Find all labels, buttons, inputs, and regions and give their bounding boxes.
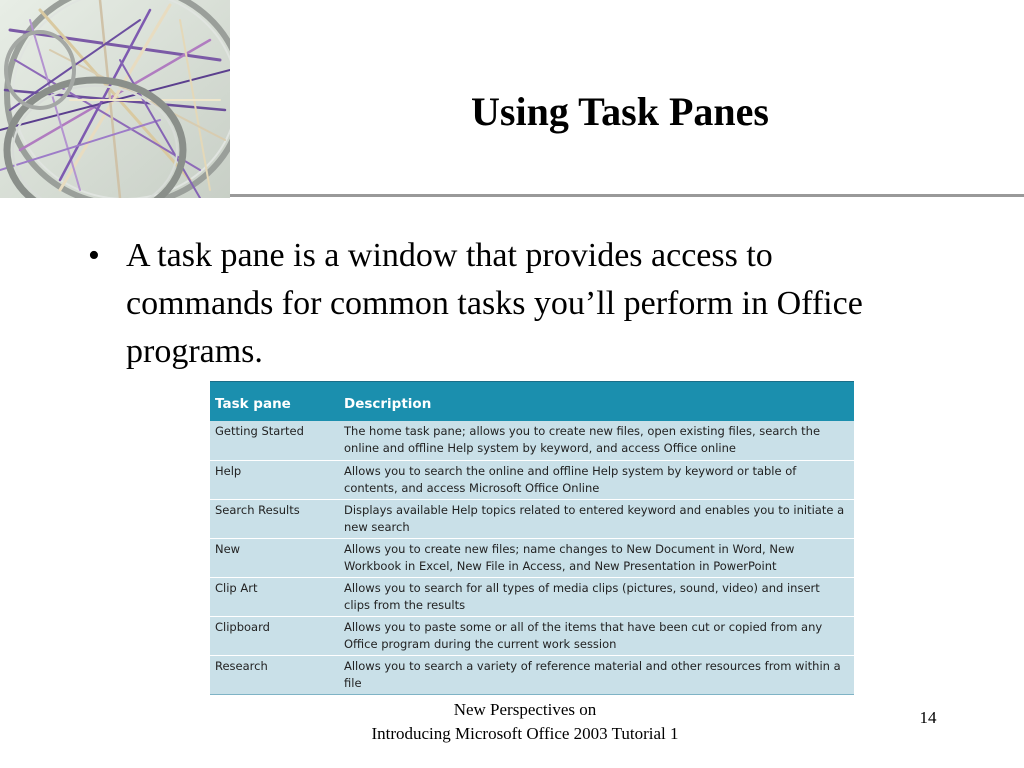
slide-title: Using Task Panes [471,89,769,134]
footer-line-series: New Perspectives on [453,700,597,719]
task-pane-description: Displays available Help topics related to entered keyword and enables you to initiate a new search [339,499,854,538]
footer-line-course: Introducing Microsoft Office 2003 Tutorial 1 [371,724,679,743]
page-number: 14 [919,708,937,727]
table-row [210,421,854,460]
table-row [210,616,854,655]
table-row [210,460,854,499]
task-pane-name: New [210,538,339,577]
column-header-description: Description [339,382,854,421]
task-pane-description: Allows you to search for all types of media clips (pictures, sound, video) and insert clips from the results [339,577,854,616]
bullet-list [80,232,910,376]
task-pane-name: Search Results [210,499,339,538]
table-header-row [210,382,854,421]
footer-text [330,698,720,746]
title-divider [230,194,1024,197]
table-row [210,655,854,694]
task-pane-name: Clipboard [210,616,339,655]
task-pane-name: Getting Started [210,421,339,460]
table-row [210,538,854,577]
bullet-item [80,232,910,376]
task-pane-description: Allows you to create new files; name changes to New Document in Word, New Workbook in Excel, New File in Access, and New Presentation in PowerPoint [339,538,854,577]
bullet-text: A task pane is a window that provides access to commands for common tasks you’ll perform in Office programs. [126,237,863,370]
task-pane-description: Allows you to search a variety of reference material and other resources from within a file [339,655,854,694]
task-pane-name: Research [210,655,339,694]
table-row [210,577,854,616]
task-pane-table-grid [210,382,854,694]
task-pane-description: Allows you to paste some or all of the items that have been cut or copied from any Office program during the current work session [339,616,854,655]
task-pane-description: The home task pane; allows you to create new files, open existing files, search the online and offline Help system by keyword, and access Office online [339,421,854,460]
task-pane-description: Allows you to search the online and offline Help system by keyword or table of contents, and access Microsoft Office Online [339,460,854,499]
table-row [210,499,854,538]
task-pane-name: Clip Art [210,577,339,616]
task-pane-name: Help [210,460,339,499]
wire-sculpture-image-icon [0,0,230,198]
bullet-icon: • [88,237,100,274]
column-header-task-pane: Task pane [210,382,339,421]
task-pane-table [210,381,854,695]
